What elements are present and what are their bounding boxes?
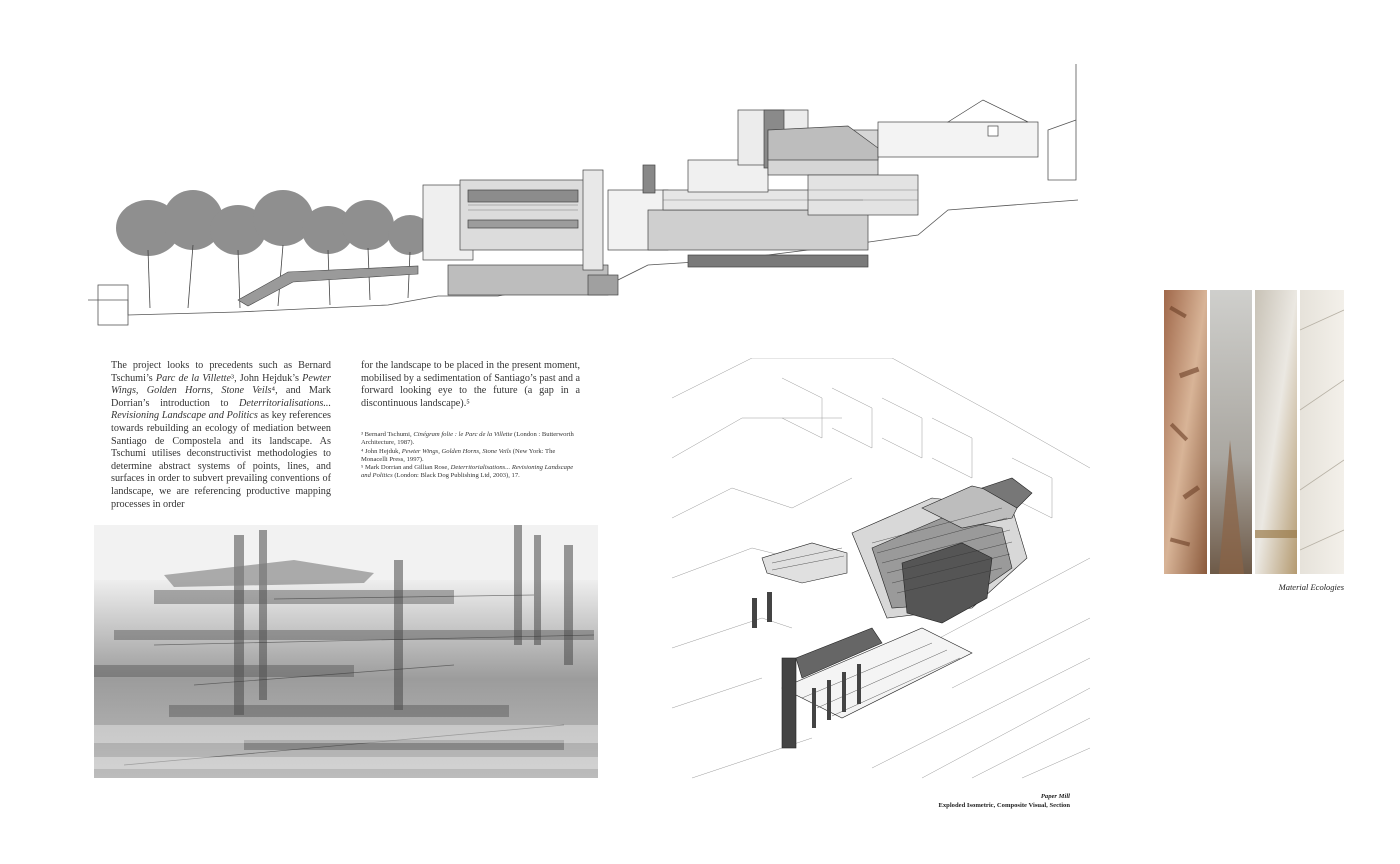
footnote-5 [361, 464, 580, 481]
material-ecologies-panel [1164, 290, 1344, 574]
footnotes [361, 431, 580, 481]
italic-text-run: Cinégram folie : le Parc de la Villette [413, 431, 513, 438]
material-ecologies-caption: Material Ecologies [1278, 582, 1344, 592]
body-text-column-1 [111, 360, 331, 511]
italic-text-run: Deterritorialisations... Revisioning Landscape and Politics [111, 397, 331, 422]
italic-text-run: Deterritorialisations... Revisioning Landscape and Politics [361, 464, 574, 480]
italic-text-run: Parc de la Villette [155, 372, 232, 384]
text-run: as key references towards rebuilding an ecology of mediation between Santiago de Compostela and its landscape. As Tschumi utilises deconstructivist methodologies to determine abstract systems of points, lines, and surfaces in order to subvert prevailing conventions of landscape, we are referencing productive mapping processes in order [111, 410, 331, 510]
body-paragraph-1 [111, 360, 331, 511]
section-drawing [88, 60, 1080, 345]
text-run: ³ Bernard Tschumi, [361, 431, 414, 438]
text-run: (London: Black Dog Publishing Ltd, 2003), 17. [392, 472, 520, 480]
text-run: (London : Butterworth Architecture, 1987). [361, 431, 574, 447]
text-run: (New York: The Monacelli Press, 1997). [361, 447, 556, 463]
material-wood-chips-strip [1164, 290, 1207, 574]
material-paper-strip [1300, 290, 1344, 574]
text-run: ⁴, and Mark Dorrian’s introduction to [111, 385, 331, 409]
footnote-3 [361, 431, 580, 448]
paper-mill-caption-subtitle: Exploded Isometric, Composite Visual, Section [938, 802, 1070, 809]
body-paragraph-2 [361, 360, 580, 410]
text-run: for the landscape to be placed in the present moment, mobilised by a sedimentation of Santiago’s past and a forward looking eye to the future (a gap in a discontinuous landscape).⁵ [361, 360, 580, 409]
paper-mill-caption-title: Paper Mill [1040, 793, 1070, 800]
text-run: The project looks to precedents such as Bernard Tschumi’s [111, 360, 331, 384]
footnote-4 [361, 448, 580, 465]
text-run: ⁵ Mark Dorrian and Gillian Rose, [361, 464, 451, 472]
text-run: ³, John Hejduk’s [231, 372, 303, 384]
text-run: ⁴ John Hejduk, [361, 447, 402, 455]
italic-text-run: Pewter Wings, Golden Horns, Stone Veils [401, 447, 512, 455]
composite-visual [94, 525, 598, 778]
body-text-column-2 [361, 360, 580, 410]
italic-text-run: Pewter Wings, Golden Horns, Stone Veils [111, 372, 331, 397]
exploded-isometric-drawing [672, 358, 1090, 780]
